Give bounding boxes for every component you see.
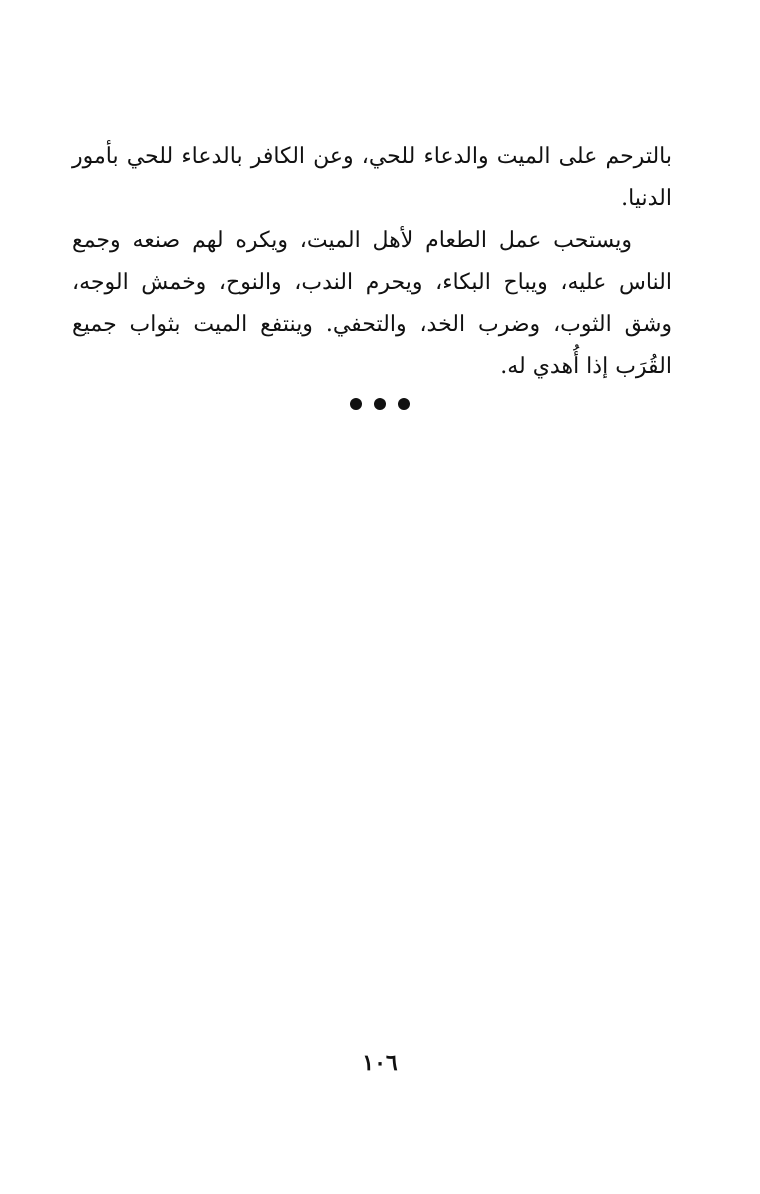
separator-dot [350,398,362,410]
paragraph-food-and-mourning: ويستحب عمل الطعام لأهل الميت، ويكره لهم صنعه وجمع الناس عليه، ويباح البكاء، ويحرم الندب، والنوح، وخمش الوجه، وشق الثوب، وضرب الخد، والتحفي. وينتفع الميت بثواب جميع القُرَب إذا أُهدي له. [72,228,672,379]
page-number: ١٠٦ [362,1050,398,1076]
separator-dot [398,398,410,410]
section-separator [0,398,760,410]
body-text [72,136,672,388]
paragraph-continuation: بالترحم على الميت والدعاء للحي، وعن الكافر بالدعاء للحي بأمور الدنيا. [72,144,672,211]
separator-dot [374,398,386,410]
